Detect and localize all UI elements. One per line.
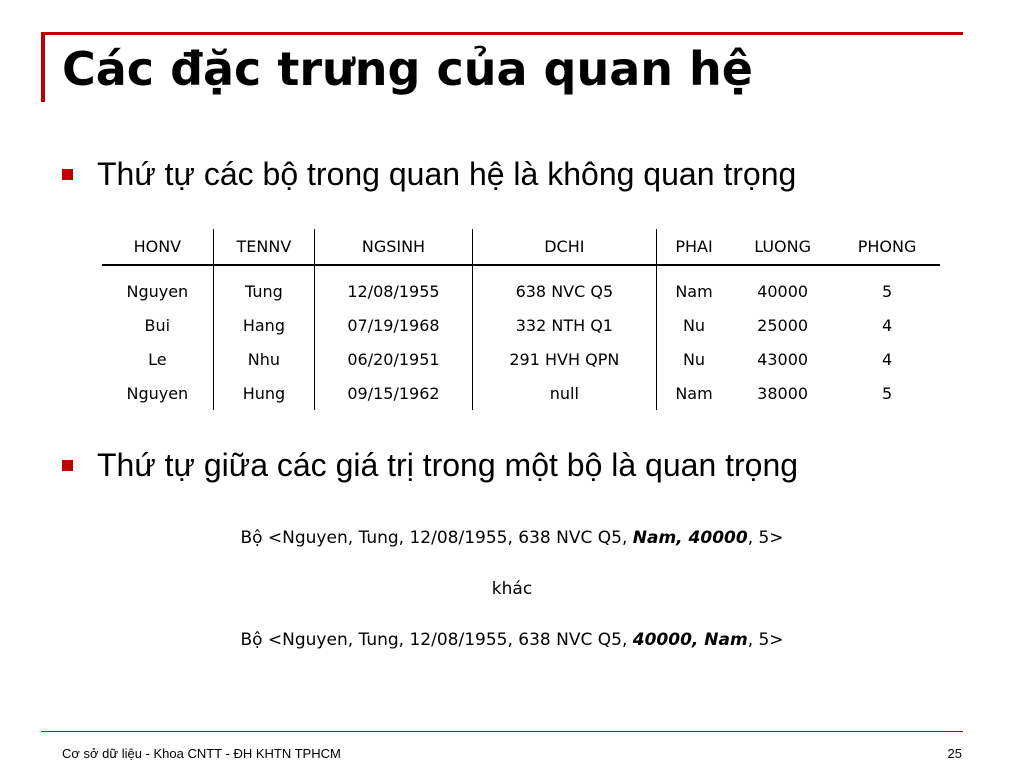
table-cell: 25000 (757, 315, 809, 335)
tuple-1-prefix: Bộ <Nguyen, Tung, 12/08/1955, 638 NVC Q5, (240, 528, 633, 548)
tuple-2-suffix: , 5> (747, 630, 784, 650)
tuple-1-suffix: , 5> (747, 528, 784, 548)
column-header-phong: PHONG (834, 229, 940, 265)
tuple-2-emphasis: 40000, Nam (632, 630, 748, 650)
table-cell: Nguyen (102, 376, 213, 410)
table-cell: Hung (213, 376, 315, 410)
tuple-example-1 (0, 528, 1024, 548)
table-cell: Nam (675, 383, 713, 403)
table-cell: Nguyen (102, 265, 213, 308)
table-cell: Le (102, 342, 213, 376)
footer-course-label: Cơ sở dữ liệu - Khoa CNTT - ĐH KHTN TPHCM (62, 746, 341, 761)
table-cell: Nhu (213, 342, 315, 376)
tuple-2-prefix: Bộ <Nguyen, Tung, 12/08/1955, 638 NVC Q5, (240, 630, 633, 650)
table-cell: 291 HVH QPN (472, 342, 656, 376)
accent-vertical-line (41, 32, 45, 102)
table-row (102, 265, 940, 308)
page-number: 25 (947, 746, 962, 761)
table-cell: 5 (881, 281, 893, 301)
table-cell: 40000 (757, 281, 809, 301)
table-cell: Bui (102, 308, 213, 342)
relation-table (102, 229, 940, 410)
bullet-item-1 (62, 153, 796, 195)
table-cell: 5 (881, 383, 893, 403)
column-header-tennv: TENNV (213, 229, 315, 265)
column-header-ngsinh: NGSINH (315, 229, 473, 265)
table-cell: null (472, 376, 656, 410)
table-cell: Tung (213, 265, 315, 308)
square-bullet-icon (62, 169, 73, 180)
table-cell: Nu (682, 315, 706, 335)
column-header-honv: HONV (102, 229, 213, 265)
bullet-text-1: Thứ tự các bộ trong quan hệ là không quan trọng (97, 156, 797, 192)
table-cell: 06/20/1951 (315, 342, 473, 376)
table-cell: 43000 (757, 349, 809, 369)
table-cell: 09/15/1962 (315, 376, 473, 410)
table-row (102, 308, 940, 342)
table-cell: Hang (213, 308, 315, 342)
table-cell: 38000 (757, 383, 809, 403)
table-cell: 12/08/1955 (315, 265, 473, 308)
table-cell: Nu (682, 349, 706, 369)
column-header-phai: PHAI (656, 229, 731, 265)
table-cell: 4 (881, 349, 893, 369)
footer-divider (41, 731, 963, 732)
tuple-comparison-word: khác (491, 579, 533, 599)
table-cell: 638 NVC Q5 (472, 265, 656, 308)
table-cell: 332 NTH Q1 (472, 308, 656, 342)
table-cell: 07/19/1968 (315, 308, 473, 342)
tuple-example-2 (0, 630, 1024, 650)
table-cell: Nam (675, 281, 713, 301)
table-cell: 4 (881, 315, 893, 335)
column-header-dchi: DCHI (472, 229, 656, 265)
column-header-luong: LUONG (731, 229, 834, 265)
accent-horizontal-line (41, 32, 963, 35)
table-row (102, 376, 940, 410)
square-bullet-icon (62, 460, 73, 471)
bullet-item-2 (62, 444, 798, 486)
table-row (102, 342, 940, 376)
bullet-text-2: Thứ tự giữa các giá trị trong một bộ là quan trọng (97, 447, 799, 483)
slide-title: Các đặc trưng của quan hệ (62, 42, 753, 96)
table-header-row (102, 229, 940, 265)
tuple-1-emphasis: Nam, 40000 (632, 528, 748, 548)
